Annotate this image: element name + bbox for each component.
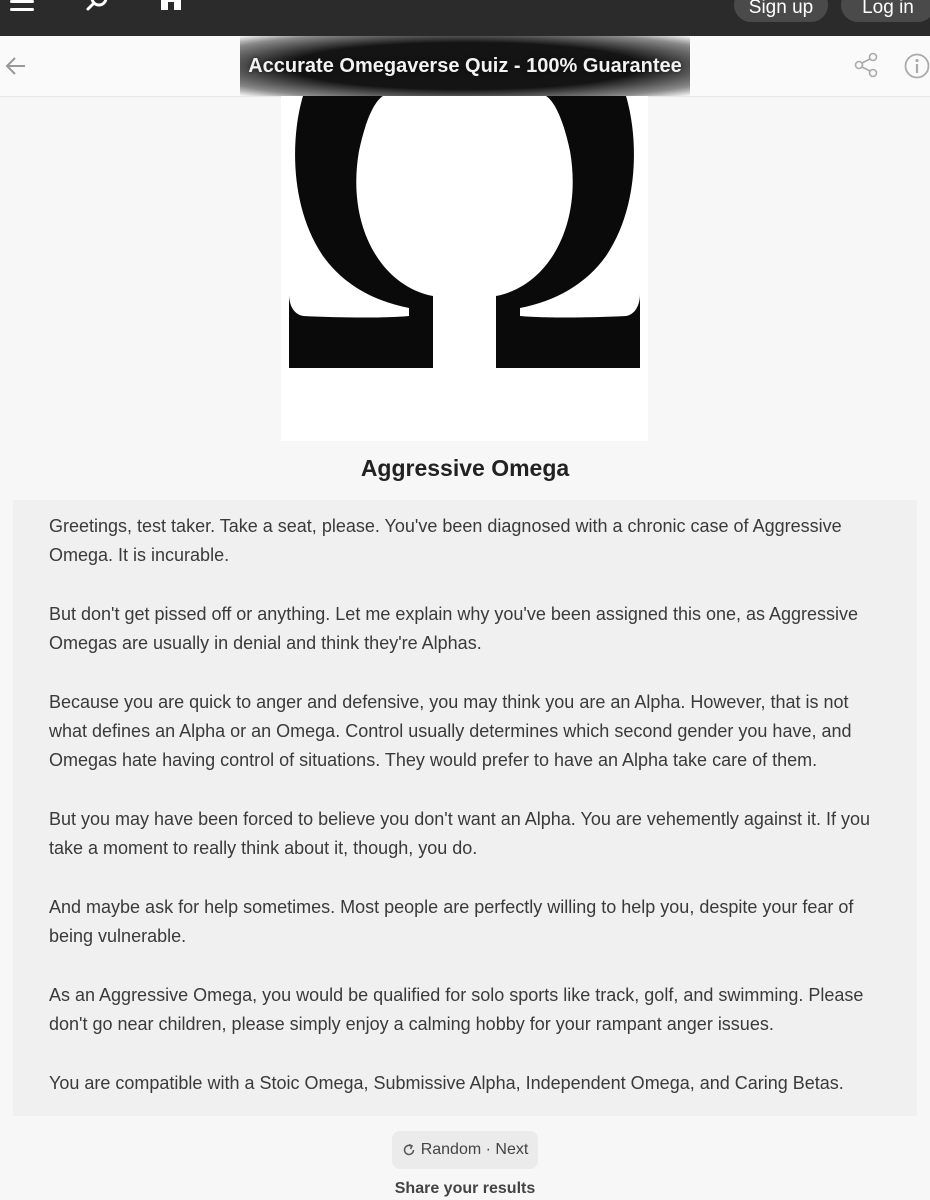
refresh-icon — [402, 1143, 416, 1157]
description-paragraph: You are compatible with a Stoic Omega, Submissive Alpha, Independent Omega, and Caring Betas. — [49, 1073, 844, 1093]
menu-icon[interactable] — [10, 0, 34, 14]
description-paragraph: And maybe ask for help sometimes. Most people are perfectly willing to help you, despite your fear of being vulnerable. — [49, 897, 854, 946]
log-in-button[interactable]: Log in — [841, 0, 930, 22]
omega-symbol-icon — [281, 96, 648, 441]
description-paragraph: But you may have been forced to believe you don't want an Alpha. You are vehemently against it. If you take a moment to really think about it, though, you do. — [49, 809, 870, 858]
share-results-heading: Share your results — [394, 1180, 536, 1197]
random-next-label: Random · Next — [420, 1141, 529, 1158]
title-wrapper — [240, 36, 690, 96]
search-icon[interactable] — [84, 0, 110, 14]
result-title: Aggressive Omega — [360, 455, 570, 481]
quiz-header — [0, 36, 930, 97]
omega-symbol-image — [281, 96, 648, 441]
description-paragraph: Greetings, test taker. Take a seat, please. You've been diagnosed with a chronic case of Aggressive Omega. It is incurable. — [49, 516, 842, 565]
random-next-button[interactable] — [392, 1131, 538, 1169]
result-description — [13, 500, 917, 1116]
info-icon[interactable] — [904, 53, 930, 79]
home-icon[interactable] — [157, 0, 185, 14]
description-paragraph: But don't get pissed off or anything. Let me explain why you've been assigned this one, as Aggressive Omegas are usually in denial and think they're Alphas. — [49, 604, 859, 653]
back-arrow-icon[interactable] — [4, 56, 26, 76]
share-icon[interactable] — [854, 52, 878, 78]
sign-up-button[interactable]: Sign up — [734, 0, 828, 22]
description-paragraph: Because you are quick to anger and defensive, you may think you are an Alpha. However, that is not what defines an Alpha or an Omega. Control usually determines which second gender you have, and Omegas hate having control of situations. They would prefer to have an Alpha take care of them. — [49, 692, 852, 770]
page-title: Accurate Omegaverse Quiz - 100% Guarantee — [248, 54, 682, 77]
description-paragraph: As an Aggressive Omega, you would be qualified for solo sports like track, golf, and swimming. Please don't go near children, please simply enjoy a calming hobby for your rampant anger issues. — [49, 985, 864, 1034]
top-nav-bar — [0, 0, 930, 36]
